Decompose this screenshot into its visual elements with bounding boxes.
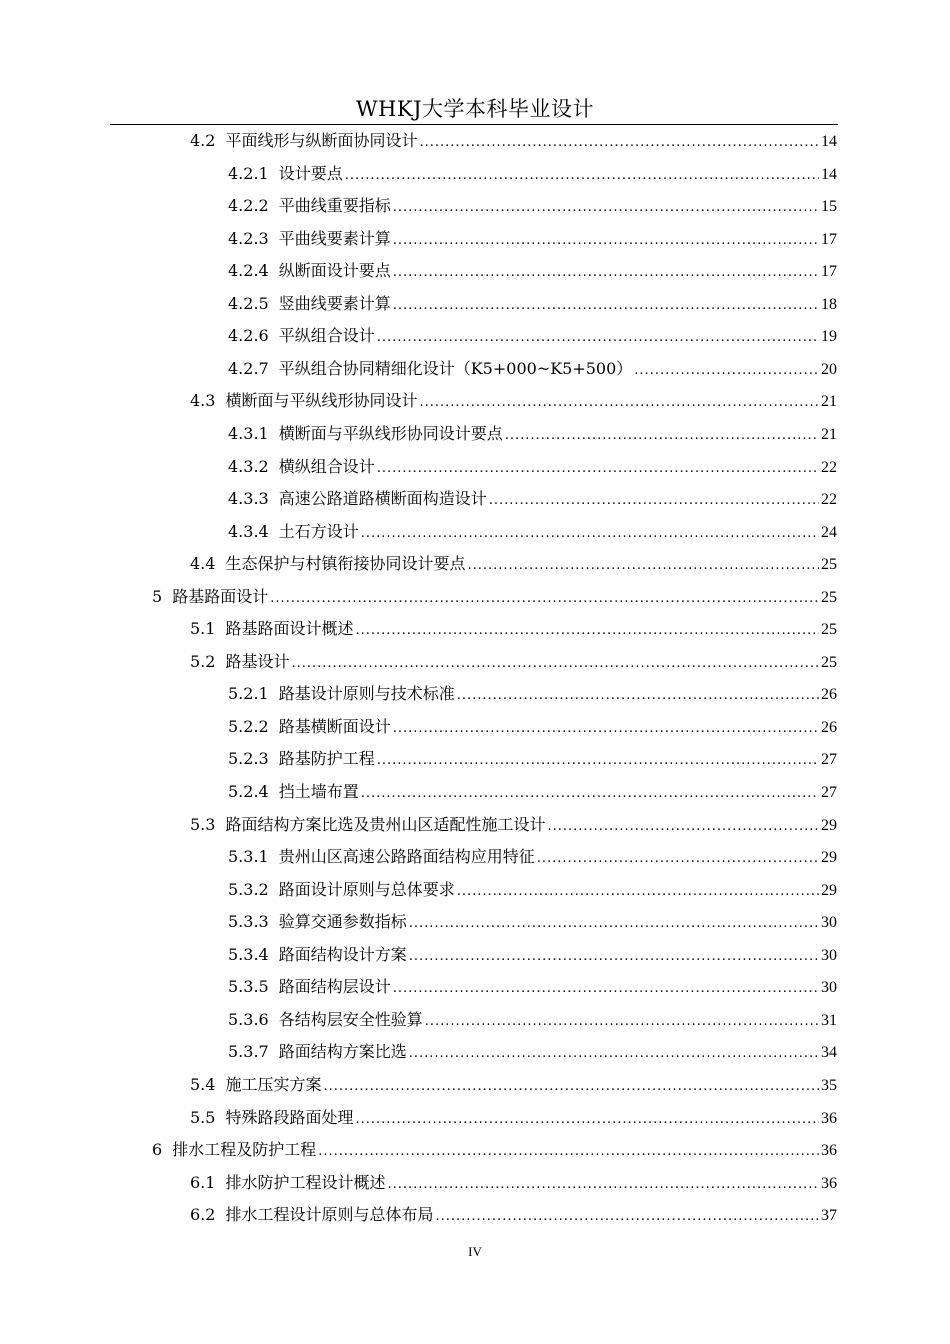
toc-entry[interactable] <box>228 713 837 741</box>
toc-entry[interactable] <box>190 127 837 155</box>
toc-entry-page: 27 <box>821 784 837 801</box>
toc-entry-label: 挡土墙布置 <box>278 782 359 801</box>
toc-entry-label: 路面结构层设计 <box>278 977 391 997</box>
toc-entry-page: 14 <box>821 165 837 183</box>
page-number: IV <box>468 1244 482 1259</box>
toc-entry-number: 6.2 <box>190 1205 216 1225</box>
toc-entry[interactable] <box>228 876 837 904</box>
toc-dot-leader <box>435 1203 819 1231</box>
toc-entry[interactable] <box>228 745 837 773</box>
toc-entry[interactable] <box>228 322 837 350</box>
toc-entry-label: 路基防护工程 <box>278 749 375 769</box>
toc-dot-leader <box>393 194 819 222</box>
toc-dot-leader <box>634 357 819 385</box>
toc-entry[interactable] <box>190 1104 837 1132</box>
toc-dot-leader <box>361 520 819 548</box>
toc-entry[interactable] <box>152 583 837 611</box>
toc-entry[interactable] <box>228 778 837 806</box>
toc-entry[interactable] <box>190 648 837 676</box>
toc-entry-page: 35 <box>821 1076 837 1094</box>
toc-entry-page: 26 <box>821 686 837 704</box>
toc-entry-label: 设计要点 <box>278 163 343 183</box>
toc-dot-leader <box>409 910 819 938</box>
toc-dot-leader <box>419 389 819 417</box>
toc-entry-page: 22 <box>821 491 837 509</box>
toc-entry-number: 4.3.3 <box>228 489 269 509</box>
toc-entry-number: 5.3.3 <box>228 912 269 932</box>
toc-entry-label: 横断面与平纵线形协同设计要点 <box>278 423 503 443</box>
toc-entry-label: 路基设计 <box>225 651 290 671</box>
toc-entry-number: 4.2.4 <box>228 261 269 281</box>
toc-entry-number: 5.3.1 <box>228 847 269 867</box>
toc-entry-number: 4.2.2 <box>228 196 269 216</box>
toc-dot-leader <box>270 585 819 613</box>
toc-dot-leader <box>393 715 819 743</box>
toc-entry-number: 5.3.4 <box>228 944 269 964</box>
toc-dot-leader <box>377 747 819 775</box>
toc-entry-page: 34 <box>821 1044 837 1062</box>
toc-entry-page: 30 <box>821 979 837 997</box>
toc-entry-page: 29 <box>821 849 837 867</box>
toc-entry-number: 6.1 <box>190 1172 216 1192</box>
toc-entry-label: 平纵组合协同精细化设计（K5+000~K5+500） <box>278 358 633 378</box>
toc-entry[interactable] <box>190 1169 837 1197</box>
toc-entry-label: 路基设计原则与技术标准 <box>278 684 455 704</box>
toc-entry-label: 横纵组合设计 <box>278 456 375 476</box>
toc-entry-number: 5.3.5 <box>228 977 269 997</box>
toc-entry-page: 18 <box>821 295 837 313</box>
toc-entry-label: 路基路面设计 <box>172 586 269 606</box>
toc-entry-page: 30 <box>821 914 837 932</box>
toc-entry-label: 路面结构方案比选及贵州山区适配性施工设计 <box>225 814 546 834</box>
toc-entry-label: 平曲线要素计算 <box>278 228 391 248</box>
toc-dot-leader <box>377 455 819 483</box>
toc-entry-number: 4.3.2 <box>228 456 269 476</box>
toc-entry-page: 20 <box>821 360 837 378</box>
toc-entry-page: 36 <box>821 1109 837 1127</box>
toc-entry[interactable] <box>228 257 837 285</box>
toc-entry-label: 贵州山区高速公路路面结构应用特征 <box>278 847 535 867</box>
toc-entry-number: 5.1 <box>190 619 216 639</box>
toc-entry-page: 37 <box>821 1207 837 1225</box>
toc-entry-label: 特殊路段路面处理 <box>225 1107 354 1127</box>
toc-entry-label: 高速公路道路横断面构造设计 <box>278 489 487 509</box>
toc-entry-label: 平纵组合设计 <box>278 326 375 346</box>
toc-entry-page: 17 <box>821 230 837 248</box>
toc-entry-page: 22 <box>821 458 837 476</box>
toc-entry-page: 21 <box>821 393 837 411</box>
toc-dot-leader <box>355 617 819 645</box>
toc-entry-number: 4.3 <box>190 391 216 411</box>
toc-entry-number: 5.2.1 <box>228 684 269 704</box>
toc-dot-leader <box>489 487 819 515</box>
toc-entry-page: 15 <box>821 198 837 216</box>
toc-entry[interactable] <box>190 1071 837 1099</box>
toc-dot-leader <box>419 129 819 157</box>
toc-dot-leader <box>393 227 819 255</box>
toc-dot-leader <box>377 324 819 352</box>
toc-entry-number: 4.4 <box>190 554 216 574</box>
toc-entry-page: 27 <box>821 751 837 769</box>
toc-entry-label: 排水工程及防护工程 <box>172 1140 317 1160</box>
toc-entry[interactable] <box>152 1136 837 1164</box>
toc-entry-number: 5 <box>152 586 163 606</box>
toc-entry[interactable] <box>228 1038 837 1066</box>
toc-entry-number: 6 <box>152 1140 163 1160</box>
toc-entry-label: 路基路面设计概述 <box>225 619 354 639</box>
toc-entry[interactable] <box>228 843 837 871</box>
toc-entry-number: 4.2.1 <box>228 163 269 183</box>
toc-entry[interactable] <box>190 387 837 415</box>
toc-entry-page: 29 <box>821 816 837 834</box>
toc-dot-leader <box>457 682 819 710</box>
toc-entry-number: 5.4 <box>190 1074 216 1094</box>
toc-dot-leader <box>291 650 819 678</box>
toc-dot-leader <box>355 1106 819 1134</box>
toc-entry[interactable] <box>190 550 837 578</box>
toc-entry-page: 25 <box>821 621 837 639</box>
toc-dot-leader <box>457 878 819 906</box>
toc-entry-label: 横断面与平纵线形协同设计 <box>225 391 418 411</box>
toc-dot-leader <box>467 552 819 580</box>
toc-dot-leader <box>547 813 819 841</box>
toc-entry-label: 排水防护工程设计概述 <box>225 1172 386 1192</box>
toc-entry-number: 4.3.4 <box>228 521 269 541</box>
toc-dot-leader <box>537 845 819 873</box>
toc-entry-number: 5.5 <box>190 1107 216 1127</box>
toc-entry-number: 4.2.7 <box>228 358 269 378</box>
toc-entry-label: 路面设计原则与总体要求 <box>278 879 455 899</box>
toc-entry-number: 5.2.4 <box>228 782 269 801</box>
toc-entry[interactable] <box>228 908 837 936</box>
toc-entry[interactable] <box>228 355 837 383</box>
toc-entry[interactable] <box>228 290 837 318</box>
toc-entry-label: 路面结构设计方案 <box>278 944 407 964</box>
toc-entry-label: 纵断面设计要点 <box>278 261 391 281</box>
toc-entry-label: 各结构层安全性验算 <box>278 1009 423 1029</box>
toc-entry-page: 19 <box>821 328 837 346</box>
toc-entry-number: 5.3.7 <box>228 1042 269 1062</box>
toc-dot-leader <box>409 943 819 971</box>
toc-entry-page: 29 <box>821 881 837 899</box>
toc-entry[interactable] <box>228 485 837 513</box>
toc-entry-label: 生态保护与村镇衔接协同设计要点 <box>225 554 466 574</box>
toc-dot-leader <box>409 1040 819 1068</box>
toc-entry-label: 平面线形与纵断面协同设计 <box>225 131 418 150</box>
toc-entry[interactable] <box>228 453 837 481</box>
toc-dot-leader <box>318 1138 819 1166</box>
toc-entry-label: 验算交通参数指标 <box>278 912 407 932</box>
toc-dot-leader <box>393 975 819 1003</box>
toc-entry[interactable] <box>228 192 837 220</box>
toc-entry-number: 5.2.3 <box>228 749 269 769</box>
toc-dot-leader <box>505 422 819 450</box>
toc-entry[interactable] <box>190 811 837 839</box>
toc-entry-number: 5.2.2 <box>228 716 269 736</box>
toc-entry-page: 36 <box>821 1142 837 1160</box>
toc-entry-number: 5.3.2 <box>228 879 269 899</box>
toc-entry-number: 5.3.6 <box>228 1009 269 1029</box>
toc-entry[interactable] <box>228 518 837 546</box>
toc-entry-number: 4.2.6 <box>228 326 269 346</box>
toc-entry-label: 土石方设计 <box>278 521 359 541</box>
toc-entry-label: 竖曲线要素计算 <box>278 293 391 313</box>
toc-entry-number: 5.3 <box>190 814 216 834</box>
toc-entry[interactable] <box>228 973 837 1001</box>
toc-entry[interactable] <box>190 1201 837 1229</box>
toc-entry[interactable] <box>190 615 837 643</box>
toc-entry[interactable] <box>228 941 837 969</box>
toc-entry[interactable] <box>228 420 837 448</box>
toc-entry-page: 24 <box>821 523 837 541</box>
toc-entry[interactable] <box>228 1006 837 1034</box>
toc-dot-leader <box>361 780 819 808</box>
toc-dot-leader <box>345 162 819 190</box>
toc-entry[interactable] <box>228 225 837 253</box>
toc-entry-label: 路面结构方案比选 <box>278 1042 407 1062</box>
toc-entry-label: 排水工程设计原则与总体布局 <box>225 1205 434 1225</box>
toc-dot-leader <box>393 292 819 320</box>
toc-dot-leader <box>323 1073 819 1101</box>
header-title: WHKJ大学本科毕业设计 <box>355 97 594 121</box>
toc-entry[interactable] <box>228 160 837 188</box>
toc-entry-number: 4.2.3 <box>228 228 269 248</box>
toc-entry-number: 4.2 <box>190 131 216 150</box>
toc-entry-label: 施工压实方案 <box>225 1074 322 1094</box>
toc-entry-page: 21 <box>821 425 837 443</box>
toc-entry-page: 26 <box>821 718 837 736</box>
header-divider <box>110 124 838 125</box>
toc-entry-page: 31 <box>821 1011 837 1029</box>
toc-entry-page: 25 <box>821 653 837 671</box>
toc-entry-page: 17 <box>821 263 837 281</box>
toc-dot-leader <box>393 259 819 287</box>
toc-entry-number: 5.2 <box>190 651 216 671</box>
toc-entry-page: 30 <box>821 946 837 964</box>
toc-entry-page: 36 <box>821 1174 837 1192</box>
toc-entry-label: 路基横断面设计 <box>278 716 391 736</box>
toc-entry-page: 14 <box>821 133 837 150</box>
toc-entry-label: 平曲线重要指标 <box>278 196 391 216</box>
toc-dot-leader <box>387 1171 819 1199</box>
toc-entry-page: 25 <box>821 556 837 574</box>
toc-entry-number: 4.3.1 <box>228 423 269 443</box>
toc-entry-page: 25 <box>821 588 837 606</box>
toc-entry-number: 4.2.5 <box>228 293 269 313</box>
toc-entry[interactable] <box>228 680 837 708</box>
toc-dot-leader <box>425 1008 819 1036</box>
